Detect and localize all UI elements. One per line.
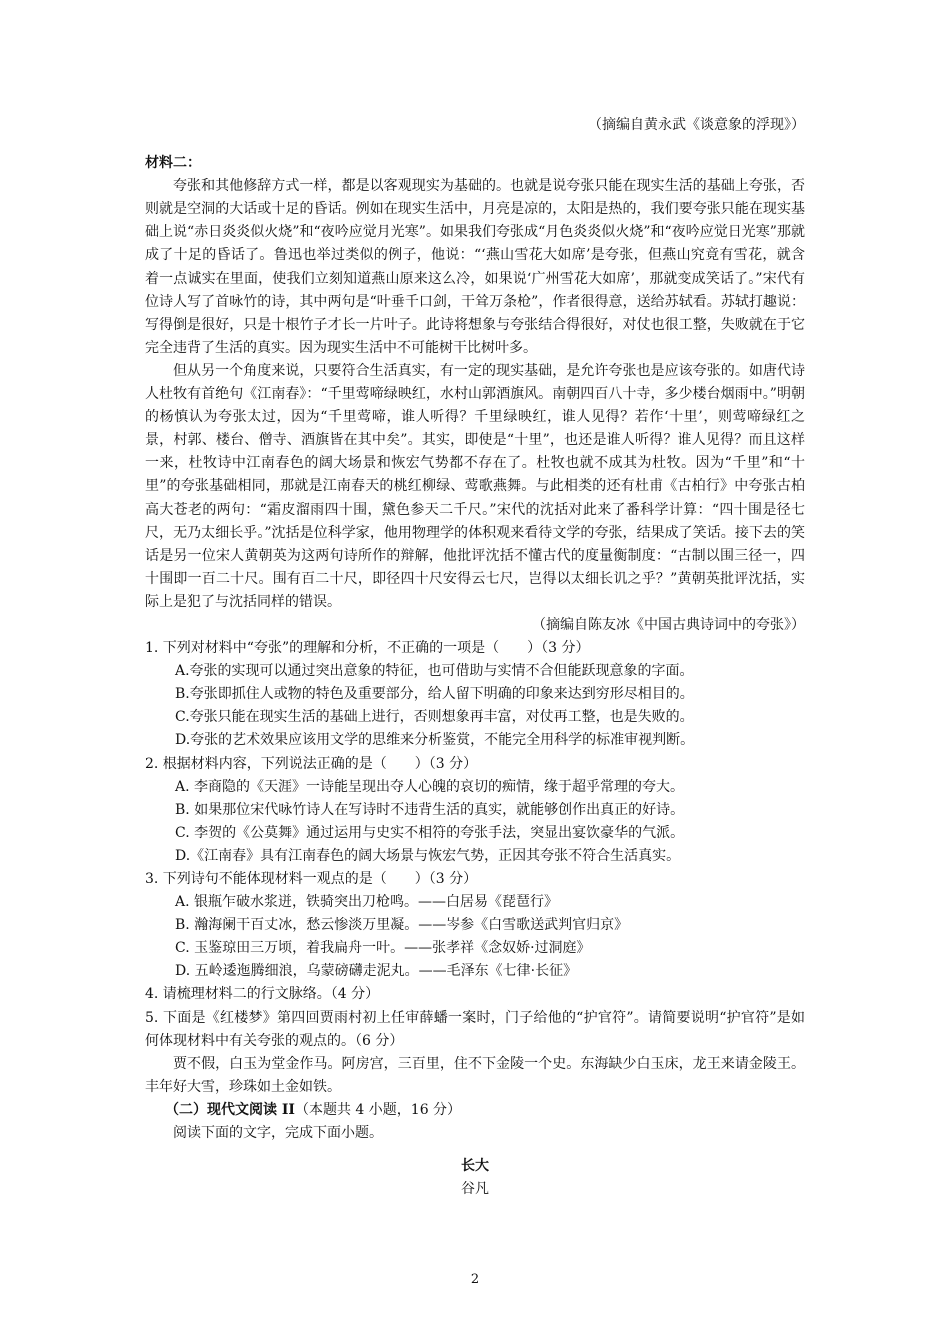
option-c: C. 李贺的《公莫舞》通过运用与史实不相符的夸张手法，突显出宴饮豪华的气派。 (175, 824, 685, 841)
article-author: 谷凡 (461, 1181, 489, 1198)
material2-paragraph-1: 夸张和其他修辞方式一样，都是以客观现实为基础的。也就是说夸张只能在现实生活的基础上夸张，否则就是空洞的大话或十足的昏话。例如在现实生活中，月亮是凉的，太阳是热的，我们要夸张只能在现实基础上说“赤日炎炎似火烧”和“夜吟应觉月光寒”。如果我们夸张成“月色炎炎似火烧”和“夜吟应觉日光寒”那就成了十足的昏话了。鲁迅也举过类似的例子，他说：“‘燕山雪花大如席’是夸张，但燕山究竟有雪花，就含着一点诚实在里面，使我们立刻知道燕山原来这么冷，如果说‘广州雪花大如席’，那就变成笑话了。”宋代有位诗人写了首咏竹的诗，其中两句是“叶垂千口剑，干耸万条枪”，作者很得意，送给苏轼看。苏轼打趣说：写得倒是很好，只是十根竹子才长一片叶子。此诗将想象与夸张结合得很好，对仗也很工整，失败就在于它完全违背了生活的真实。因为现实生活中不可能树干比树叶多。 (145, 178, 805, 356)
option-d: D.夸张的艺术效果应该用文学的思维来分析鉴赏，不能完全用科学的标准审视判断。 (175, 732, 695, 749)
option-c: C.夸张只能在现实生活的基础上进行，否则想象再丰富，对仗再工整，也是失败的。 (175, 709, 694, 726)
option-a: A. 银瓶乍破水浆迸，铁骑突出刀枪鸣。——白居易《琵琶行》 (175, 894, 559, 911)
question-stem: 1. 下列对材料中“夸张”的理解和分析，不正确的一项是（ ）（3 分） (145, 640, 590, 657)
option-b: B. 如果那位宋代咏竹诗人在写诗时不违背生活的真实，就能够创作出真正的好诗。 (175, 801, 685, 818)
material2-heading: 材料二： (145, 155, 201, 172)
question-stem: 3. 下列诗句不能体现材料一观点的是（ ）（3 分） (145, 871, 478, 887)
question-4: 4. 请梳理材料二的行文脉络。（4 分） (145, 986, 380, 1003)
question-3 (145, 868, 805, 983)
material1-source: （摘编自黄永武《谈意象的浮现》） (588, 117, 805, 133)
section2-heading: （二）现代文阅读 II (165, 1101, 295, 1118)
page-number: 2 (470, 1272, 480, 1287)
question-1 (145, 637, 805, 752)
option-a: A. 李商隐的《天涯》一诗能呈现出夺人心魄的哀切的痴情，缘于超乎常理的夸大。 (175, 778, 685, 795)
material2-paragraph-2: 但从另一个角度来说，只要符合生活真实，有一定的现实基础，是允许夸张也是应该夸张的。如唐代诗人杜牧有首绝句《江南春》：“千里莺啼绿映红，水村山郭酒旗风。南朝四百八十寺，多少楼台烟雨中。”明朝的杨慎认为夸张太过，因为“千里莺啼，谁人听得？千里绿映红，谁人见得？若作‘十里’，则莺啼绿红之景，村郭、楼台、僧寺、酒旗皆在其中矣”。其实，即使是“十里”，也还是谁人听得？谁人见得？而且这样一来，杜牧诗中江南春色的阔大场景和恢宏气势都不存在了。杜牧也就不成其为杜牧。因为“千里”和“十里”的夸张基础相同，那就是江南春天的桃红柳绿、莺歌燕舞。与此相类的还有杜甫《古柏行》中夸张古柏高大苍老的两句：“霜皮溜雨四十围，黛色参天二千尺。”宋代的沈括对此来了番科学计算：“四十围是径七尺，无乃太细长乎。”沈括是位科学家，他用物理学的体积观来看待文学的夸张，结果成了笑话。接下去的笑话是另一位宋人黄朝英为这两句诗所作的辩解，他批评沈括不懂古代的度量衡制度：“古制以围三径一，四十围即一百二十尺。围有百二十尺，即径四十尺安得云七尺，岂得以太细长讥之乎？”黄朝英批评沈括，实际上是犯了与沈括同样的错误。 (145, 362, 805, 610)
option-c: C. 玉鉴琼田三万顷，着我扁舟一叶。——张孝祥《念奴娇·过洞庭》 (175, 940, 591, 957)
question-stem: 2. 根据材料内容，下列说法正确的是（ ）（3 分） (145, 755, 478, 772)
option-d: D. 五岭逶迤腾细浪，乌蒙磅礴走泥丸。——毛泽东《七律·长征》 (175, 963, 578, 980)
option-b: B. 瀚海阑干百丈冰，愁云惨淡万里凝。——岑参《白雪歌送武判官归京》 (175, 917, 629, 934)
option-a: A.夸张的实现可以通过突出意象的特征，也可借助与实情不合但能跃现意象的字面。 (175, 663, 694, 680)
hongloumeng-quote: 贾不假，白玉为堂金作马。阿房宫，三百里，住不下金陵一个史。东海缺少白玉床，龙王来请金陵王。丰年好大雪，珍珠如土金如铁。 (145, 1055, 805, 1095)
question-2 (145, 753, 805, 868)
question-5: 5. 下面是《红楼梦》第四回贾雨村初上任审薛蟠一案时，门子给他的“护官符”。请简要说明“护官符”是如何体现材料中有关夸张的观点的。（6 分） (145, 1009, 805, 1049)
option-b: B.夸张即抓住人或物的特色及重要部分，给人留下明确的印象来达到穷形尽相目的。 (175, 686, 694, 703)
section2-note: （本题共 4 小题，16 分） (294, 1101, 462, 1118)
section2-instruction: 阅读下面的文字，完成下面小题。 (173, 1125, 383, 1142)
option-d: D.《江南春》具有江南春色的阔大场景与恢宏气势，正因其夸张不符合生活真实。 (175, 847, 681, 864)
article-title: 长大 (461, 1158, 489, 1175)
section2-header (145, 1099, 805, 1122)
page-content (145, 114, 805, 1201)
material2-source: （摘编自陈友冰《中国古典诗词中的夸张》） (532, 616, 805, 633)
